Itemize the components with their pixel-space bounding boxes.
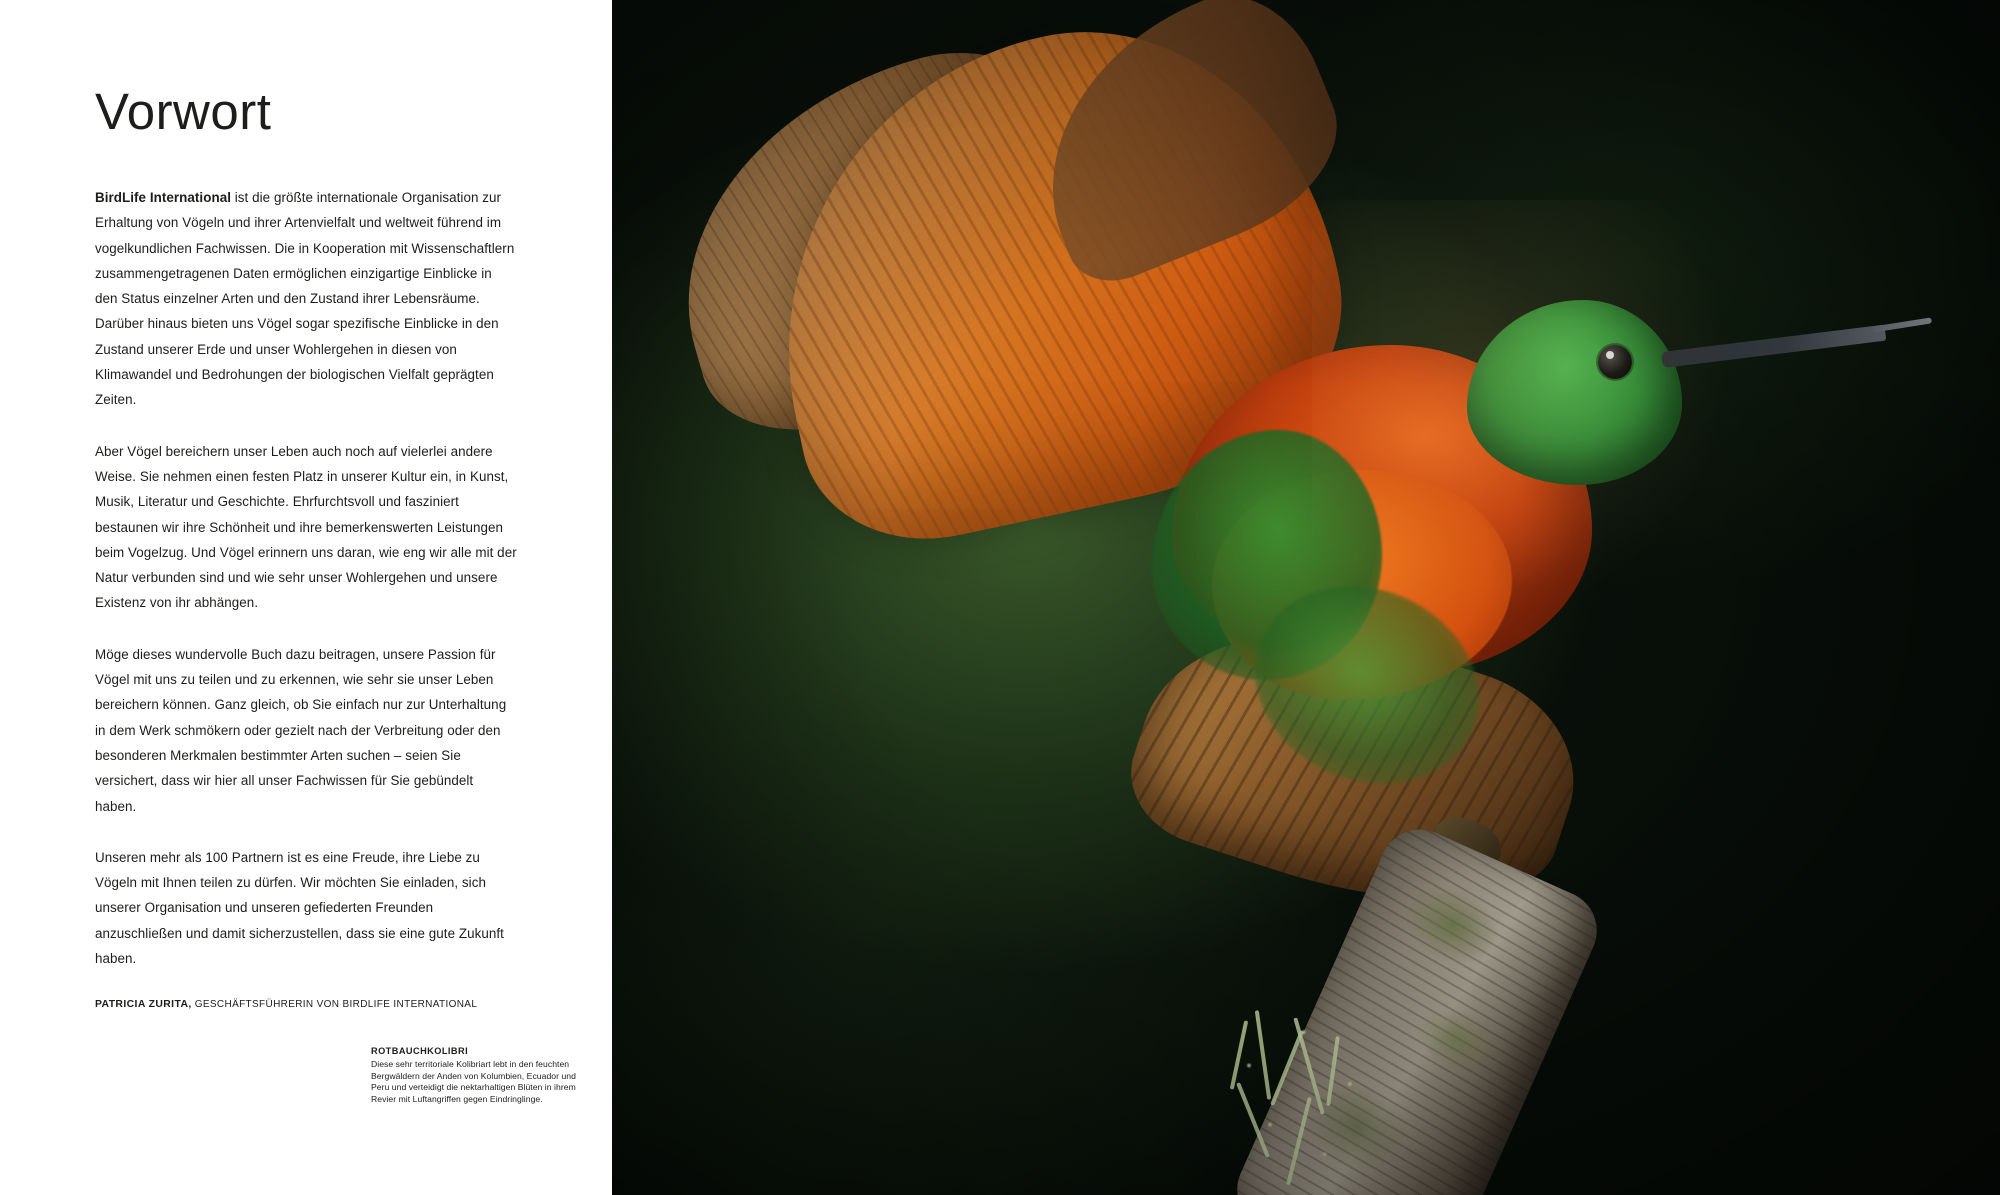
bird-beak: [1661, 325, 1886, 368]
byline-name: PATRICIA ZURITA,: [95, 999, 192, 1011]
paragraph-4: Unseren mehr als 100 Partnern ist es eine Freude, ihre Liebe zu Vögeln mit Ihnen teilen zu dürfen. Wir möchten Sie einladen, sich unserer Organisation und unseren gefiederten Freunden anzuschließen und damit sicherzustellen, dass sie eine gute Zukunft haben.: [95, 849, 504, 967]
byline-role: GESCHÄFTSFÜHRERIN VON BIRDLIFE INTERNATIONAL: [191, 999, 478, 1011]
caption-body: Diese sehr territoriale Kolibriart lebt in den feuchten Bergwäldern der Anden von Kolumbien, Ecuador und Peru und verteidigt die nektarhaltigen Blüten in ihrem Revier mit Luftangriffen gegen Eindringlinge.: [371, 1059, 576, 1104]
byline: [95, 997, 518, 1013]
photo-caption: [371, 1046, 596, 1105]
lead-in-text: BirdLife International: [95, 190, 231, 205]
hummingbird-illustration: [612, 0, 2000, 1195]
bird-eye: [1598, 345, 1632, 379]
beak-tip: [1872, 317, 1932, 332]
paragraph-1-text: ist die größte internationale Organisation zur Erhaltung von Vögeln und ihrer Artenvielfalt und weltweit führend im vogelkundlichen Fachwissen. Die in Kooperation mit Wissenschaftlern zusammengetragenen Daten ermöglichen einzigartige Einblicke in den Status einzelner Arten und den Zustand ihrer Lebensräume. Darüber hinaus bieten uns Vögel sogar spezifische Einblicke in den Zustand unserer Erde und unser Wohlergehen in diesen von Klimawandel und Bedrohungen der biologischen Vielfalt geprägten Zeiten.: [95, 190, 515, 408]
paragraph-3: Möge dieses wundervolle Buch dazu beitragen, unsere Passion für Vögel mit uns zu teilen und zu erkennen, wie sehr sie unser Leben bereichern können. Ganz gleich, ob Sie einfach nur zur Unterhaltung in dem Werk schmökern oder gezielt nach der Verbreitung oder den besonderen Merkmalen bestimmter Arten suchen – seien Sie versichert, dass wir hier all unser Fachwissen für Sie gebündelt haben.: [95, 646, 507, 814]
paragraph-2: Aber Vögel bereichern unser Leben auch noch auf vielerlei andere Weise. Sie nehmen einen festen Platz in unserer Kultur ein, in Kunst, Musik, Literatur und Geschichte. Ehrfurchtsvoll und fasziniert bestaunen wir ihre Schönheit und ihre bemerkenswerten Leistungen beim Vogelzug. Und Vögel erinnern uns daran, wie eng wir alle mit der Natur verbunden sind und wie sehr unser Wohlergehen und unsere Existenz von ihr abhängen.: [95, 443, 517, 611]
page-title: Vorwort: [95, 83, 272, 140]
photo-page: [612, 0, 2000, 1195]
bird-head: [1467, 300, 1682, 485]
caption-title: ROTBAUCHKOLIBRI: [371, 1046, 469, 1056]
paragraph-1: [95, 185, 518, 413]
lichen-cluster: [1207, 1010, 1417, 1195]
text-column: [95, 83, 518, 1013]
text-page: [0, 0, 612, 1195]
